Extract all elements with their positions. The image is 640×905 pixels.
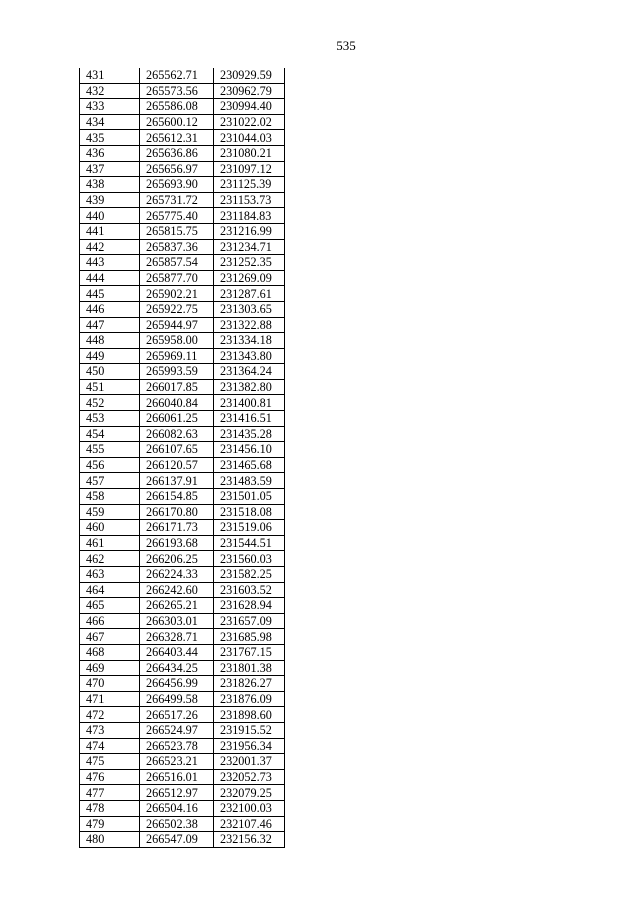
y-coordinate-cell: 231153.73 [214,192,285,208]
point-number-cell: 469 [80,660,140,676]
x-coordinate-cell: 266265.21 [140,598,214,614]
point-number-cell: 467 [80,629,140,645]
point-number-cell: 449 [80,348,140,364]
point-number-cell: 442 [80,239,140,255]
table-row [80,629,285,645]
x-coordinate-cell: 265857.54 [140,255,214,271]
y-coordinate-cell: 231269.09 [214,270,285,286]
x-coordinate-cell: 266523.78 [140,738,214,754]
x-coordinate-cell: 266107.65 [140,442,214,458]
table-row [80,192,285,208]
table-row [80,223,285,239]
point-number-cell: 470 [80,676,140,692]
point-number-cell: 440 [80,208,140,224]
point-number-cell: 471 [80,691,140,707]
y-coordinate-cell: 232052.73 [214,769,285,785]
table-row [80,800,285,816]
table-row [80,239,285,255]
point-number-cell: 436 [80,145,140,161]
x-coordinate-cell: 265562.71 [140,68,214,83]
y-coordinate-cell: 231125.39 [214,177,285,193]
y-coordinate-cell: 231216.99 [214,223,285,239]
point-number-cell: 479 [80,816,140,832]
x-coordinate-cell: 266242.60 [140,582,214,598]
y-coordinate-cell: 231544.51 [214,535,285,551]
y-coordinate-cell: 232079.25 [214,785,285,801]
y-coordinate-cell: 231022.02 [214,114,285,130]
point-number-cell: 459 [80,504,140,520]
table-row [80,177,285,193]
point-number-cell: 452 [80,395,140,411]
table-row [80,769,285,785]
table-row [80,676,285,692]
table-row [80,691,285,707]
table-row [80,535,285,551]
table-row [80,832,285,848]
point-number-cell: 466 [80,613,140,629]
point-number-cell: 473 [80,722,140,738]
x-coordinate-cell: 266061.25 [140,411,214,427]
y-coordinate-cell: 232156.32 [214,832,285,848]
x-coordinate-cell: 265636.86 [140,145,214,161]
y-coordinate-cell: 232107.46 [214,816,285,832]
x-coordinate-cell: 265693.90 [140,177,214,193]
table-row [80,457,285,473]
point-number-cell: 480 [80,832,140,848]
table-row [80,473,285,489]
y-coordinate-cell: 231826.27 [214,676,285,692]
x-coordinate-cell: 266504.16 [140,800,214,816]
x-coordinate-cell: 265969.11 [140,348,214,364]
table-row [80,114,285,130]
x-coordinate-cell: 266170.80 [140,504,214,520]
x-coordinate-cell: 266206.25 [140,551,214,567]
x-coordinate-cell: 266193.68 [140,535,214,551]
table-row [80,286,285,302]
table-row [80,255,285,271]
point-number-cell: 445 [80,286,140,302]
x-coordinate-cell: 265815.75 [140,223,214,239]
table-row [80,83,285,99]
point-number-cell: 476 [80,769,140,785]
coordinates-table-body [80,68,285,847]
y-coordinate-cell: 231456.10 [214,442,285,458]
x-coordinate-cell: 265573.56 [140,83,214,99]
y-coordinate-cell: 231184.83 [214,208,285,224]
table-row [80,333,285,349]
y-coordinate-cell: 231435.28 [214,426,285,442]
y-coordinate-cell: 231519.06 [214,520,285,536]
x-coordinate-cell: 266499.58 [140,691,214,707]
x-coordinate-cell: 266040.84 [140,395,214,411]
y-coordinate-cell: 231234.71 [214,239,285,255]
table-row [80,411,285,427]
table-row [80,613,285,629]
table-row [80,660,285,676]
x-coordinate-cell: 266120.57 [140,457,214,473]
point-number-cell: 475 [80,754,140,770]
x-coordinate-cell: 266303.01 [140,613,214,629]
y-coordinate-cell: 232001.37 [214,754,285,770]
y-coordinate-cell: 231685.98 [214,629,285,645]
table-row [80,644,285,660]
x-coordinate-cell: 266517.26 [140,707,214,723]
table-row [80,785,285,801]
x-coordinate-cell: 266171.73 [140,520,214,536]
table-row [80,348,285,364]
table-row [80,567,285,583]
x-coordinate-cell: 265586.08 [140,99,214,115]
x-coordinate-cell: 265612.31 [140,130,214,146]
y-coordinate-cell: 231400.81 [214,395,285,411]
x-coordinate-cell: 266524.97 [140,722,214,738]
table-row [80,317,285,333]
point-number-cell: 458 [80,489,140,505]
x-coordinate-cell: 265775.40 [140,208,214,224]
x-coordinate-cell: 266017.85 [140,379,214,395]
x-coordinate-cell: 266512.97 [140,785,214,801]
table-row [80,208,285,224]
x-coordinate-cell: 266456.99 [140,676,214,692]
point-number-cell: 433 [80,99,140,115]
x-coordinate-cell: 266082.63 [140,426,214,442]
point-number-cell: 454 [80,426,140,442]
x-coordinate-cell: 266502.38 [140,816,214,832]
y-coordinate-cell: 231518.08 [214,504,285,520]
y-coordinate-cell: 231343.80 [214,348,285,364]
coordinates-table [79,68,285,848]
point-number-cell: 444 [80,270,140,286]
table-row [80,99,285,115]
table-row [80,738,285,754]
y-coordinate-cell: 231767.15 [214,644,285,660]
y-coordinate-cell: 231628.94 [214,598,285,614]
point-number-cell: 463 [80,567,140,583]
x-coordinate-cell: 266137.91 [140,473,214,489]
point-number-cell: 437 [80,161,140,177]
table-row [80,582,285,598]
x-coordinate-cell: 265837.36 [140,239,214,255]
x-coordinate-cell: 266224.33 [140,567,214,583]
y-coordinate-cell: 230929.59 [214,68,285,83]
y-coordinate-cell: 231322.88 [214,317,285,333]
page-number: 535 [336,38,356,53]
point-number-cell: 465 [80,598,140,614]
table-row [80,754,285,770]
x-coordinate-cell: 266516.01 [140,769,214,785]
table-row [80,598,285,614]
y-coordinate-cell: 231898.60 [214,707,285,723]
point-number-cell: 461 [80,535,140,551]
y-coordinate-cell: 231044.03 [214,130,285,146]
y-coordinate-cell: 230994.40 [214,99,285,115]
y-coordinate-cell: 231382.80 [214,379,285,395]
point-number-cell: 455 [80,442,140,458]
table-row [80,816,285,832]
x-coordinate-cell: 265877.70 [140,270,214,286]
point-number-cell: 447 [80,317,140,333]
table-row [80,270,285,286]
x-coordinate-cell: 266154.85 [140,489,214,505]
table-row [80,130,285,146]
point-number-cell: 477 [80,785,140,801]
table-row [80,145,285,161]
table-row [80,301,285,317]
point-number-cell: 474 [80,738,140,754]
y-coordinate-cell: 231334.18 [214,333,285,349]
point-number-cell: 439 [80,192,140,208]
x-coordinate-cell: 266547.09 [140,832,214,848]
point-number-cell: 451 [80,379,140,395]
y-coordinate-cell: 231915.52 [214,722,285,738]
point-number-cell: 460 [80,520,140,536]
y-coordinate-cell: 231080.21 [214,145,285,161]
table-row [80,722,285,738]
y-coordinate-cell: 230962.79 [214,83,285,99]
y-coordinate-cell: 231501.05 [214,489,285,505]
table-row [80,707,285,723]
y-coordinate-cell: 231603.52 [214,582,285,598]
point-number-cell: 431 [80,68,140,83]
point-number-cell: 435 [80,130,140,146]
table-row [80,68,285,83]
point-number-cell: 438 [80,177,140,193]
x-coordinate-cell: 266328.71 [140,629,214,645]
x-coordinate-cell: 265600.12 [140,114,214,130]
point-number-cell: 472 [80,707,140,723]
x-coordinate-cell: 266523.21 [140,754,214,770]
table-row [80,426,285,442]
table-row [80,395,285,411]
y-coordinate-cell: 231252.35 [214,255,285,271]
x-coordinate-cell: 265656.97 [140,161,214,177]
table-row [80,520,285,536]
point-number-cell: 462 [80,551,140,567]
point-number-cell: 450 [80,364,140,380]
table-row [80,364,285,380]
y-coordinate-cell: 231287.61 [214,286,285,302]
y-coordinate-cell: 231303.65 [214,301,285,317]
point-number-cell: 468 [80,644,140,660]
point-number-cell: 448 [80,333,140,349]
y-coordinate-cell: 231465.68 [214,457,285,473]
point-number-cell: 478 [80,800,140,816]
y-coordinate-cell: 232100.03 [214,800,285,816]
point-number-cell: 443 [80,255,140,271]
table-row [80,551,285,567]
point-number-cell: 432 [80,83,140,99]
point-number-cell: 441 [80,223,140,239]
y-coordinate-cell: 231801.38 [214,660,285,676]
table-row [80,504,285,520]
table-row [80,161,285,177]
x-coordinate-cell: 265958.00 [140,333,214,349]
y-coordinate-cell: 231483.59 [214,473,285,489]
x-coordinate-cell: 266403.44 [140,644,214,660]
y-coordinate-cell: 231657.09 [214,613,285,629]
table-row [80,379,285,395]
y-coordinate-cell: 231582.25 [214,567,285,583]
y-coordinate-cell: 231416.51 [214,411,285,427]
y-coordinate-cell: 231560.03 [214,551,285,567]
point-number-cell: 434 [80,114,140,130]
point-number-cell: 464 [80,582,140,598]
x-coordinate-cell: 265731.72 [140,192,214,208]
point-number-cell: 456 [80,457,140,473]
point-number-cell: 453 [80,411,140,427]
y-coordinate-cell: 231364.24 [214,364,285,380]
point-number-cell: 446 [80,301,140,317]
x-coordinate-cell: 265922.75 [140,301,214,317]
y-coordinate-cell: 231876.09 [214,691,285,707]
table-row [80,442,285,458]
x-coordinate-cell: 265944.97 [140,317,214,333]
point-number-cell: 457 [80,473,140,489]
x-coordinate-cell: 265993.59 [140,364,214,380]
y-coordinate-cell: 231956.34 [214,738,285,754]
table-row [80,489,285,505]
y-coordinate-cell: 231097.12 [214,161,285,177]
x-coordinate-cell: 265902.21 [140,286,214,302]
x-coordinate-cell: 266434.25 [140,660,214,676]
